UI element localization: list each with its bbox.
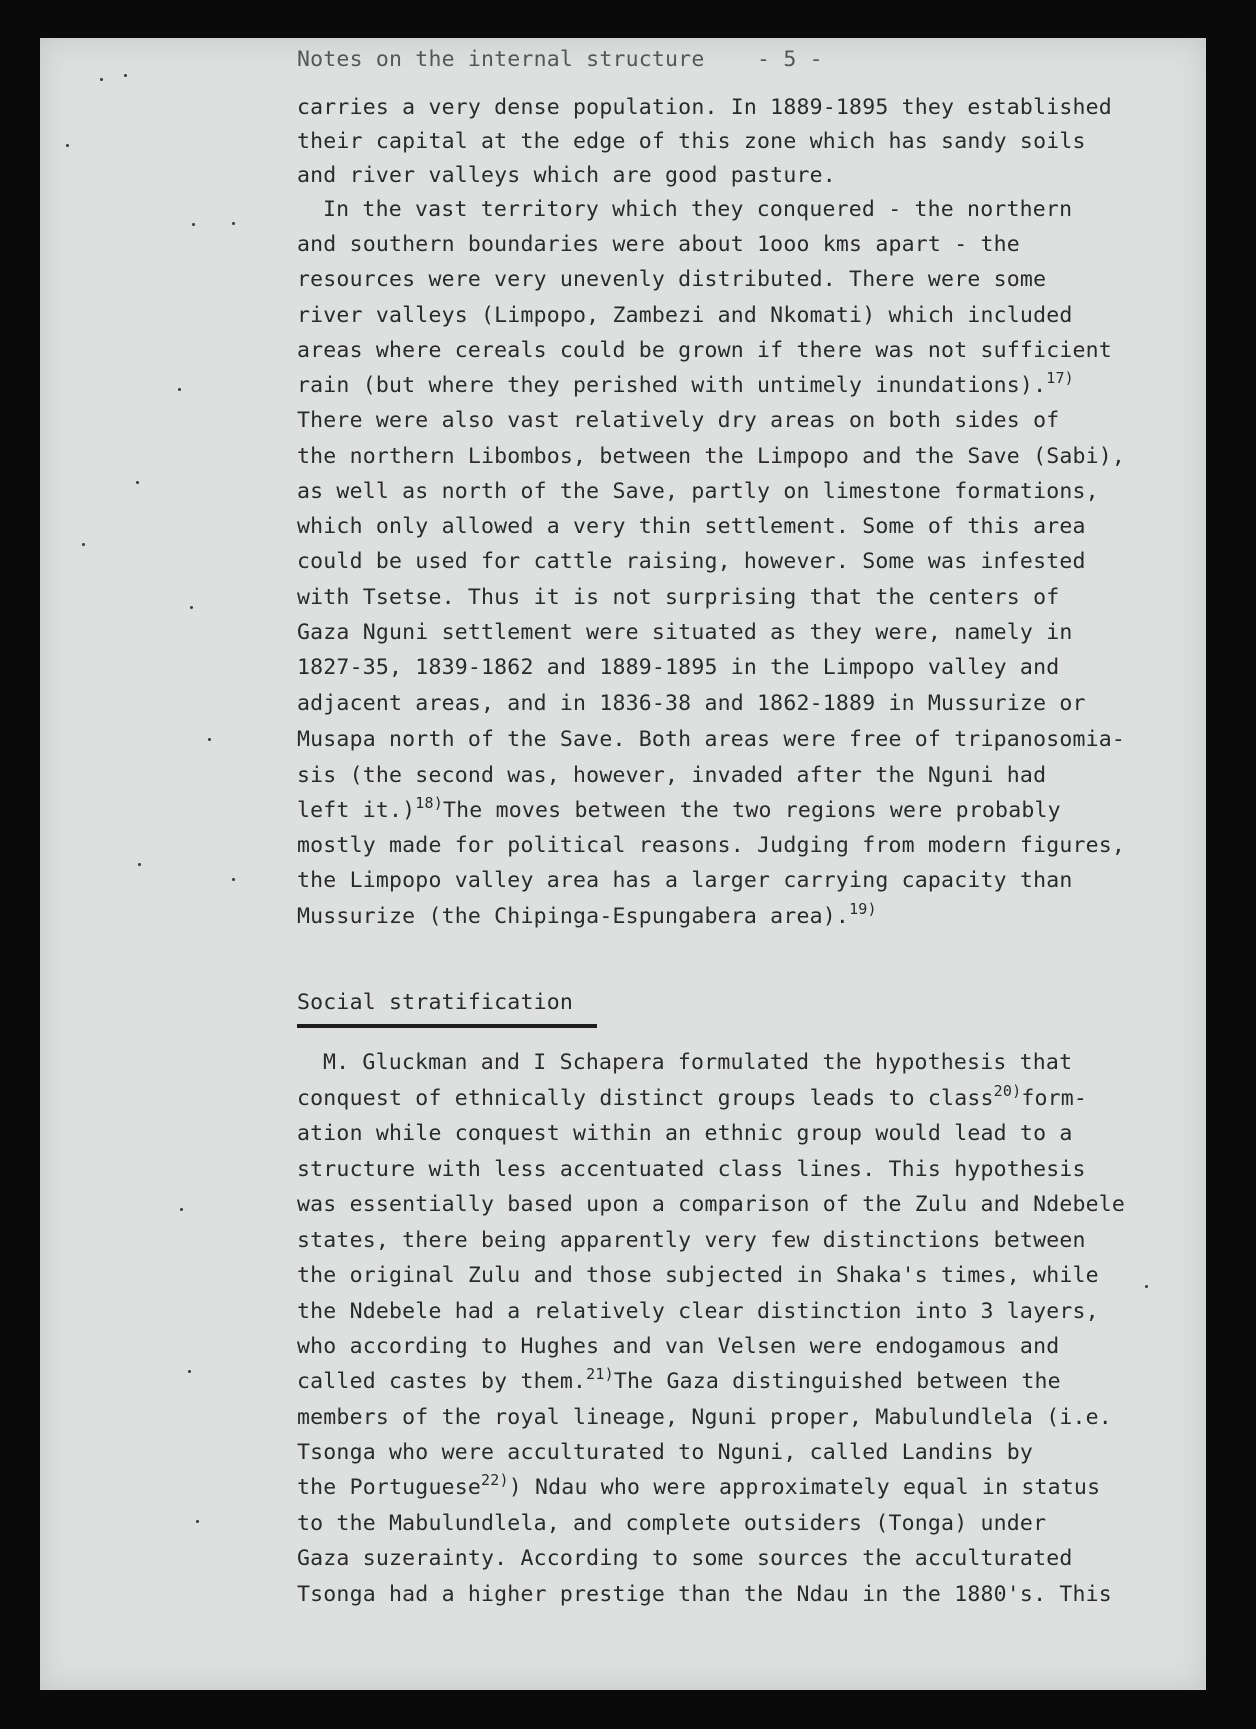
text-line: could be used for cattle raising, however. Some was infested [297, 549, 1086, 574]
text-line: In the vast territory which they conquered - the northern [323, 197, 1073, 222]
text-span: ) Ndau who were approximately equal in status [508, 1475, 1101, 1500]
text-line: the northern Libombos, between the Limpopo and the Save (Sabi), [297, 444, 1126, 469]
text-line: members of the royal lineage, Nguni proper, Mabulundlela (i.e. [297, 1405, 1112, 1430]
paper-speck [82, 543, 85, 546]
paper-speck [136, 481, 139, 484]
text-line: which only allowed a very thin settlement. Some of this area [297, 514, 1086, 539]
text-line: adjacent areas, and in 1836-38 and 1862-1889 in Mussurize or [297, 691, 1086, 716]
text-line [297, 1470, 1100, 1506]
heading-underline [297, 1024, 597, 1028]
text-line: the original Zulu and those subjected in Shaka's times, while [297, 1263, 1099, 1288]
text-line: Tsonga had a higher prestige than the Ndau in the 1880's. This [297, 1582, 1112, 1607]
text-line: the Limpopo valley area has a larger carrying capacity than [297, 868, 1073, 893]
footnote-ref: 21) [586, 1365, 614, 1383]
paper-speck [138, 863, 141, 866]
text-line: Tsonga who were acculturated to Nguni, called Landins by [297, 1440, 1034, 1465]
text-line: and river valleys which are good pasture. [297, 163, 836, 188]
paper-speck [1145, 1285, 1148, 1288]
text-span: The Gaza distinguished between the [613, 1369, 1061, 1394]
text-line: resources were very unevenly distributed. There were some [297, 267, 1047, 292]
text-span: conquest of ethnically distinct groups leads to class [297, 1086, 994, 1111]
paper-speck [232, 222, 235, 225]
text-line: their capital at the edge of this zone which has sandy soils [297, 129, 1086, 154]
paper-speck [66, 144, 69, 147]
text-line [297, 368, 1074, 404]
text-line: ation while conquest within an ethnic group would lead to a [297, 1121, 1073, 1146]
text-line [297, 1081, 1087, 1117]
paper-speck [180, 1208, 183, 1211]
text-span: form- [1021, 1086, 1088, 1111]
text-line: 1827-35, 1839-1862 and 1889-1895 in the Limpopo valley and [297, 655, 1060, 680]
text-line: There were also vast relatively dry areas on both sides of [297, 408, 1060, 433]
text-span: left it.) [297, 798, 416, 823]
text-span: Mussurize (the Chipinga-Espungabera area). [297, 904, 850, 929]
footnote-ref: 22) [481, 1471, 509, 1489]
text-line: with Tsetse. Thus it is not surprising that the centers of [297, 585, 1060, 610]
page-number: - 5 - [757, 47, 823, 72]
text-line [297, 899, 877, 935]
typescript-body [297, 42, 1237, 1607]
text-span: called castes by them. [297, 1369, 587, 1394]
text-line: carries a very dense population. In 1889-1895 they established [297, 95, 1112, 120]
text-line: sis (the second was, however, invaded after the Nguni had [297, 763, 1047, 788]
paper-speck [232, 878, 235, 881]
paper-speck [124, 74, 127, 77]
running-header [297, 42, 823, 78]
text-line: as well as north of the Save, partly on limestone formations, [297, 479, 1099, 504]
header-title: Notes on the internal structure [297, 47, 705, 72]
text-line [297, 1364, 1061, 1400]
text-line [297, 793, 1061, 829]
section-heading: Social stratification [297, 990, 574, 1015]
text-span: rain (but where they perished with untimely inundations). [297, 373, 1047, 398]
text-line: M. Gluckman and I Schapera formulated the hypothesis that [323, 1050, 1073, 1075]
paper-speck [190, 606, 193, 609]
paper-speck [100, 78, 103, 81]
paper-speck [192, 223, 195, 226]
paper-speck [208, 738, 211, 741]
paper-speck [188, 1370, 191, 1373]
text-line: Gaza suzerainty. According to some sources the acculturated [297, 1546, 1073, 1571]
text-line: who according to Hughes and van Velsen were endogamous and [297, 1334, 1060, 1359]
text-line: river valleys (Limpopo, Zambezi and Nkomati) which included [297, 303, 1073, 328]
paper-speck [178, 388, 181, 391]
text-line: states, there being apparently very few distinctions between [297, 1228, 1086, 1253]
text-span: the Portuguese [297, 1475, 482, 1500]
footnote-ref: 17) [1046, 369, 1074, 387]
text-line: structure with less accentuated class lines. This hypothesis [297, 1157, 1086, 1182]
text-span: The moves between the two regions were probably [443, 798, 1061, 823]
footnote-ref: 18) [415, 794, 443, 812]
text-line: to the Mabulundlela, and complete outsiders (Tonga) under [297, 1511, 1047, 1536]
paper-speck [196, 1520, 199, 1523]
footnote-ref: 20) [993, 1082, 1022, 1100]
text-line: and southern boundaries were about 1ooo kms apart - the [297, 232, 1020, 257]
text-line: Musapa north of the Save. Both areas were free of tripanosomia- [297, 727, 1126, 752]
footnote-ref: 19) [849, 900, 877, 918]
text-line: was essentially based upon a comparison of the Zulu and Ndebele [297, 1192, 1126, 1217]
text-line: mostly made for political reasons. Judging from modern figures, [297, 833, 1126, 858]
document-page [40, 38, 1206, 1690]
text-line: Gaza Nguni settlement were situated as they were, namely in [297, 620, 1073, 645]
text-line: the Ndebele had a relatively clear distinction into 3 layers, [297, 1299, 1099, 1324]
text-line: areas where cereals could be grown if there was not sufficient [297, 338, 1112, 363]
